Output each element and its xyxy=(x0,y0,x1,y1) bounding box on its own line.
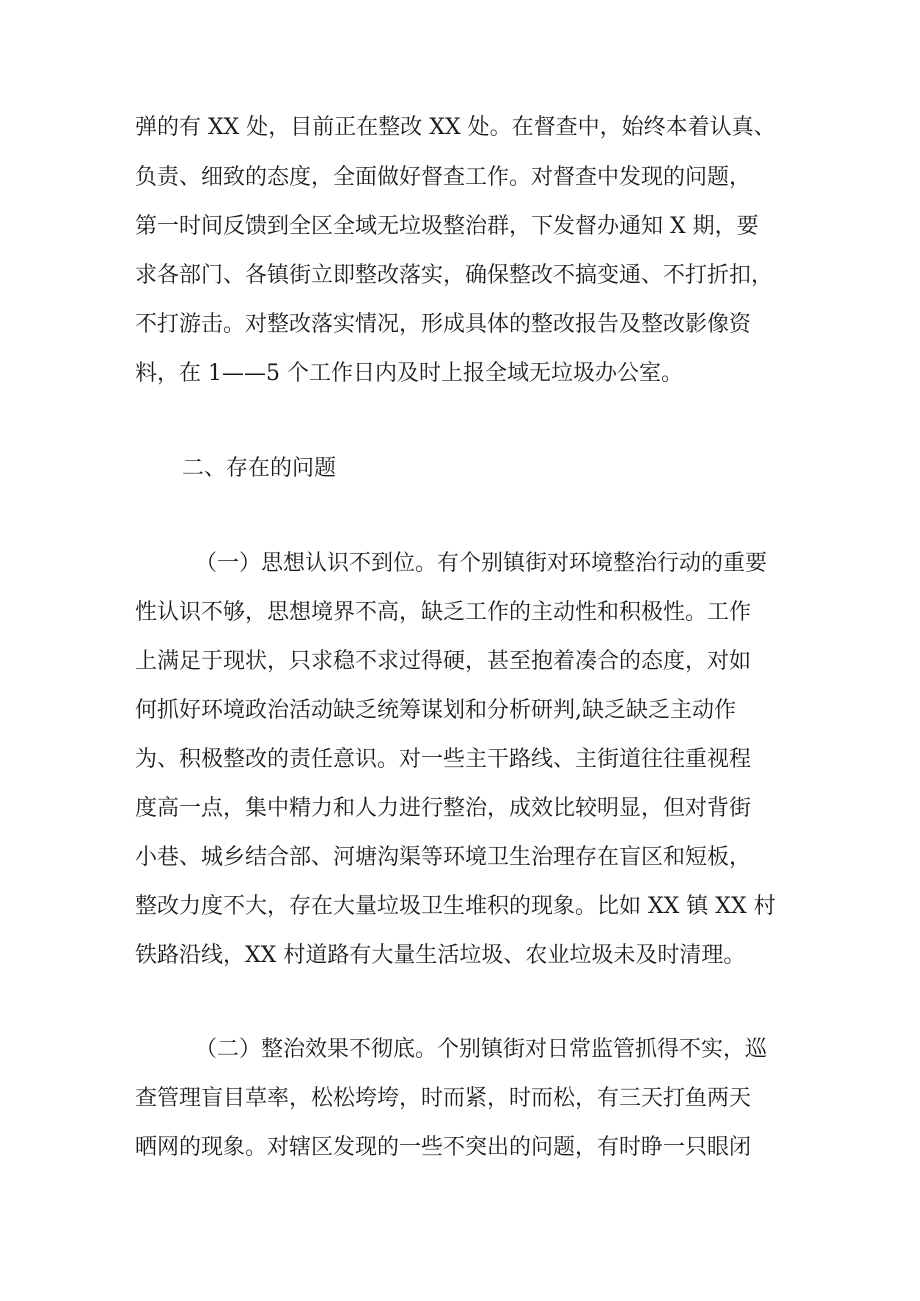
paragraph-2-line: 铁路沿线，XX 村道路有大量生活垃圾、农业垃圾未及时清理。 xyxy=(135,943,746,968)
paragraph-2-line: 度高一点，集中精力和人力进行整治，成效比较明显，但对背街 xyxy=(135,796,752,821)
paragraph-1-line: 求各部门、各镇街立即整改落实，确保整改不搞变通、不打折扣， xyxy=(135,263,774,288)
paragraph-1-line: 不打游击。对整改落实情况，形成具体的整改报告及整改影像资 xyxy=(135,312,752,337)
section-heading: 二、存在的问题 xyxy=(182,456,337,481)
paragraph-2-line: 何抓好环境政治活动缺乏统筹谋划和分析研判,缺乏缺乏主动作 xyxy=(135,698,736,723)
paragraph-2-line: （一）思想认识不到位。有个别镇街对环境整治行动的重要 xyxy=(195,551,768,576)
paragraph-1-line: 第一时间反馈到全区全域无垃圾整治群，下发督办通知 X 期，要 xyxy=(135,214,759,239)
paragraph-3-line: 晒网的现象。对辖区发现的一些不突出的问题，有时睁一只眼闭 xyxy=(135,1135,752,1160)
paragraph-1-line: 料，在 1——5 个工作日内及时上报全域无垃圾办公室。 xyxy=(135,361,683,386)
paragraph-1-line: 弹的有 XX 处，目前正在整改 XX 处。在督查中，始终本着认真、 xyxy=(135,115,776,140)
paragraph-1-line: 负责、细致的态度，全面做好督查工作。对督查中发现的问题， xyxy=(135,165,752,190)
paragraph-2-line: 上满足于现状，只求稳不求过得硬，甚至抱着凑合的态度，对如 xyxy=(135,649,752,674)
paragraph-2-line: 小巷、城乡结合部、河塘沟渠等环境卫生治理存在盲区和短板， xyxy=(135,845,752,870)
paragraph-3-line: （二）整治效果不彻底。个别镇街对日常监管抓得不实，巡 xyxy=(195,1037,768,1062)
paragraph-3-line: 查管理盲目草率，松松垮垮，时而紧，时而松，有三天打鱼两天 xyxy=(135,1086,752,1111)
paragraph-2-line: 性认识不够，思想境界不高，缺乏工作的主动性和积极性。工作 xyxy=(135,600,752,625)
paragraph-2-line: 整改力度不大，存在大量垃圾卫生堆积的现象。比如 XX 镇 XX 村 xyxy=(135,894,776,919)
paragraph-2-line: 为、积极整改的责任意识。对一些主干路线、主街道往往重视程 xyxy=(135,747,752,772)
